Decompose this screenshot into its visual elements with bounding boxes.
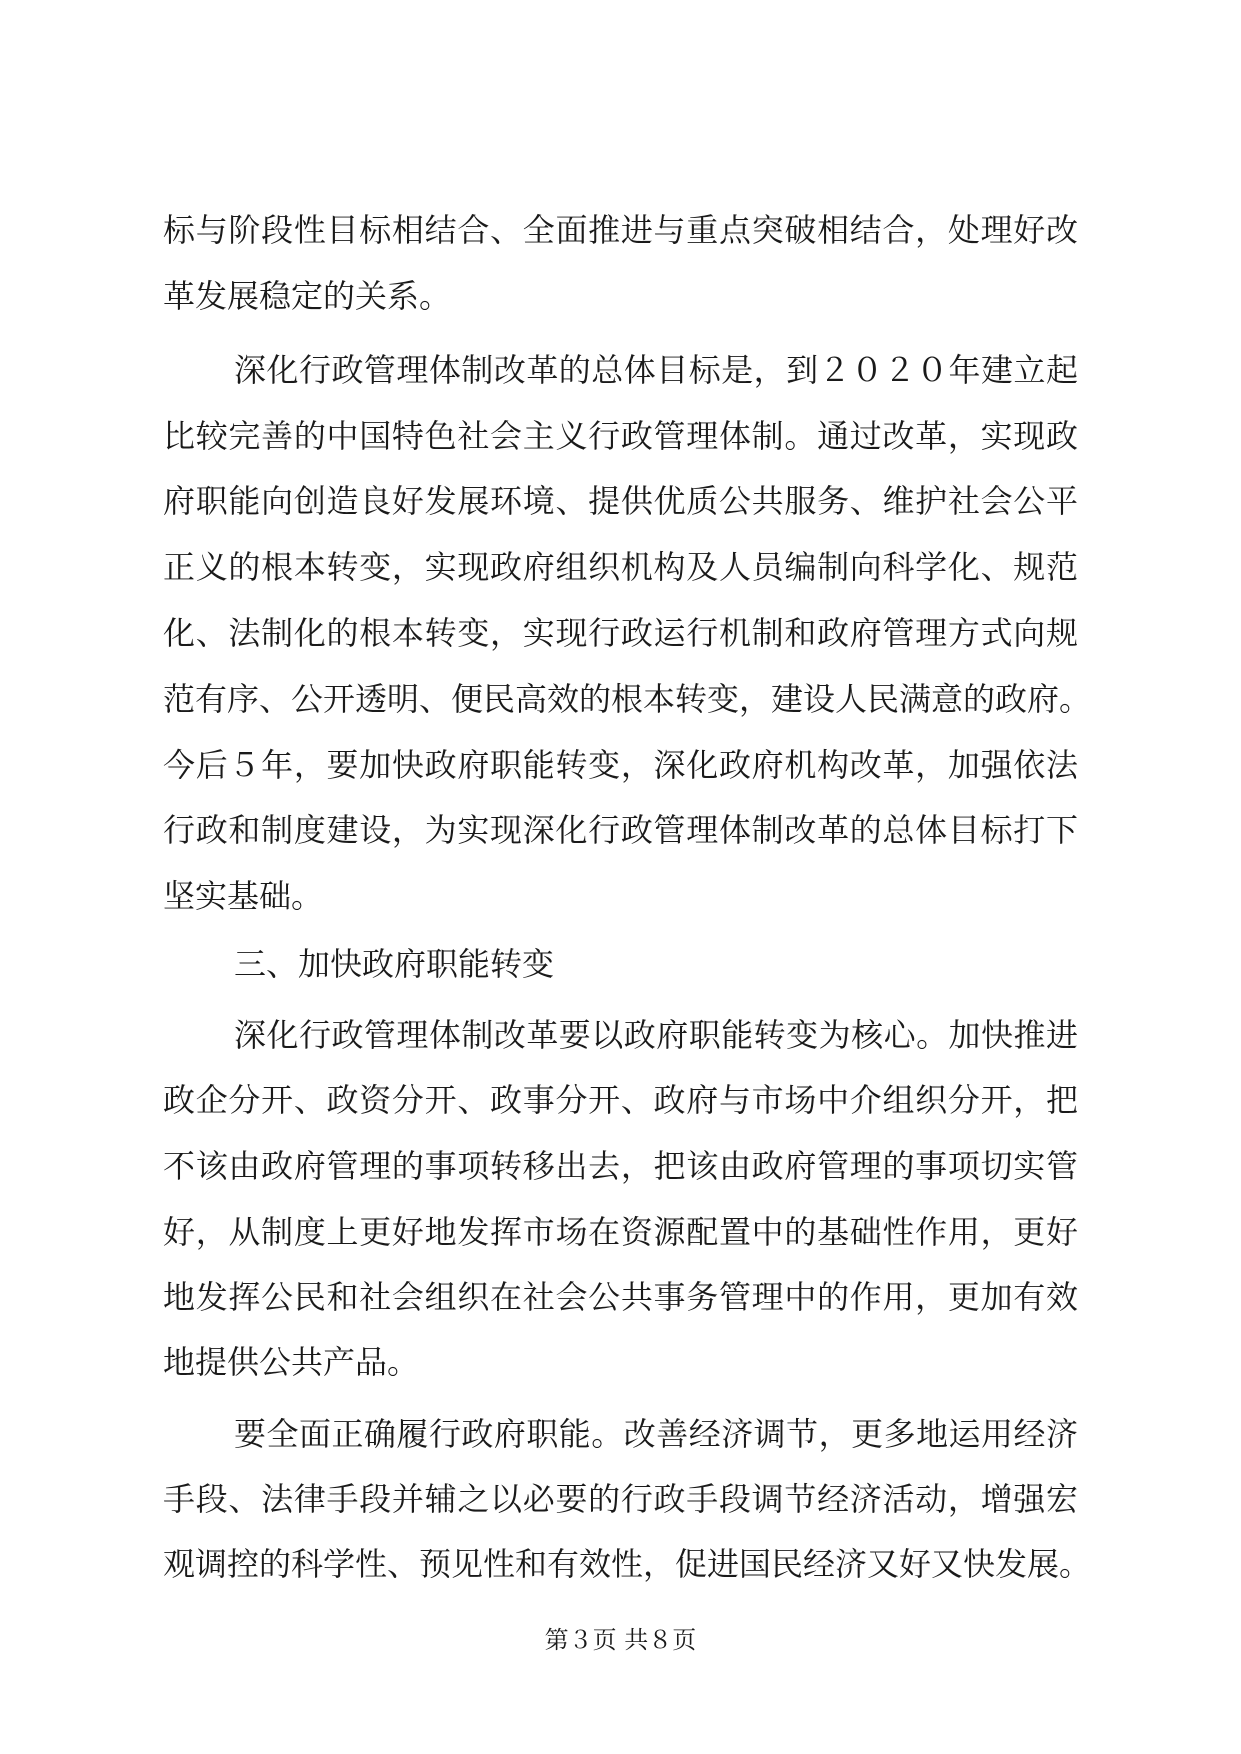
text-line: 坚实基础。 [163,877,324,915]
text-line: 今后５年，要加快政府职能转变，深化政府机构改革，加强依法 [163,746,1078,784]
text-line: 地发挥公民和社会组织在社会公共事务管理中的作用，更加有效 [163,1278,1078,1316]
paragraph-first-line: 深化行政管理体制改革的总体目标是，到２０２０年建立起 [234,351,1078,389]
text-line: 府职能向创造良好发展环境、提供优质公共服务、维护社会公平 [163,482,1078,520]
text-line: 不该由政府管理的事项转移出去，把该由政府管理的事项切实管 [163,1147,1078,1185]
text-line: 观调控的科学性、预见性和有效性，促进国民经济又好又快发展。 [163,1545,1092,1583]
text-line: 好，从制度上更好地发挥市场在资源配置中的基础性作用，更好 [163,1213,1078,1251]
text-line: 正义的根本转变，实现政府组织机构及人员编制向科学化、规范 [163,548,1078,586]
text-line: 行政和制度建设，为实现深化行政管理体制改革的总体目标打下 [163,811,1078,849]
text-line: 地提供公共产品。 [163,1343,420,1381]
paragraph-first-line: 要全面正确履行政府职能。改善经济调节，更多地运用经济 [234,1415,1078,1453]
text-line: 化、法制化的根本转变，实现行政运行机制和政府管理方式向规 [163,614,1078,652]
text-line: 标与阶段性目标相结合、全面推进与重点突破相结合，处理好改 [163,211,1078,249]
section-heading: 三、加快政府职能转变 [234,945,555,983]
text-line: 比较完善的中国特色社会主义行政管理体制。通过改革，实现政 [163,417,1078,455]
text-line: 政企分开、政资分开、政事分开、政府与市场中介组织分开，把 [163,1081,1078,1119]
paragraph-first-line: 深化行政管理体制改革要以政府职能转变为核心。加快推进 [234,1016,1078,1054]
text-line: 革发展稳定的关系。 [163,277,452,315]
text-line: 手段、法律手段并辅之以必要的行政手段调节经济活动，增强宏 [163,1480,1078,1518]
page-number-footer: 第３页 共８页 [544,1626,697,1654]
text-line: 范有序、公开透明、便民高效的根本转变，建设人民满意的政府。 [163,680,1092,718]
